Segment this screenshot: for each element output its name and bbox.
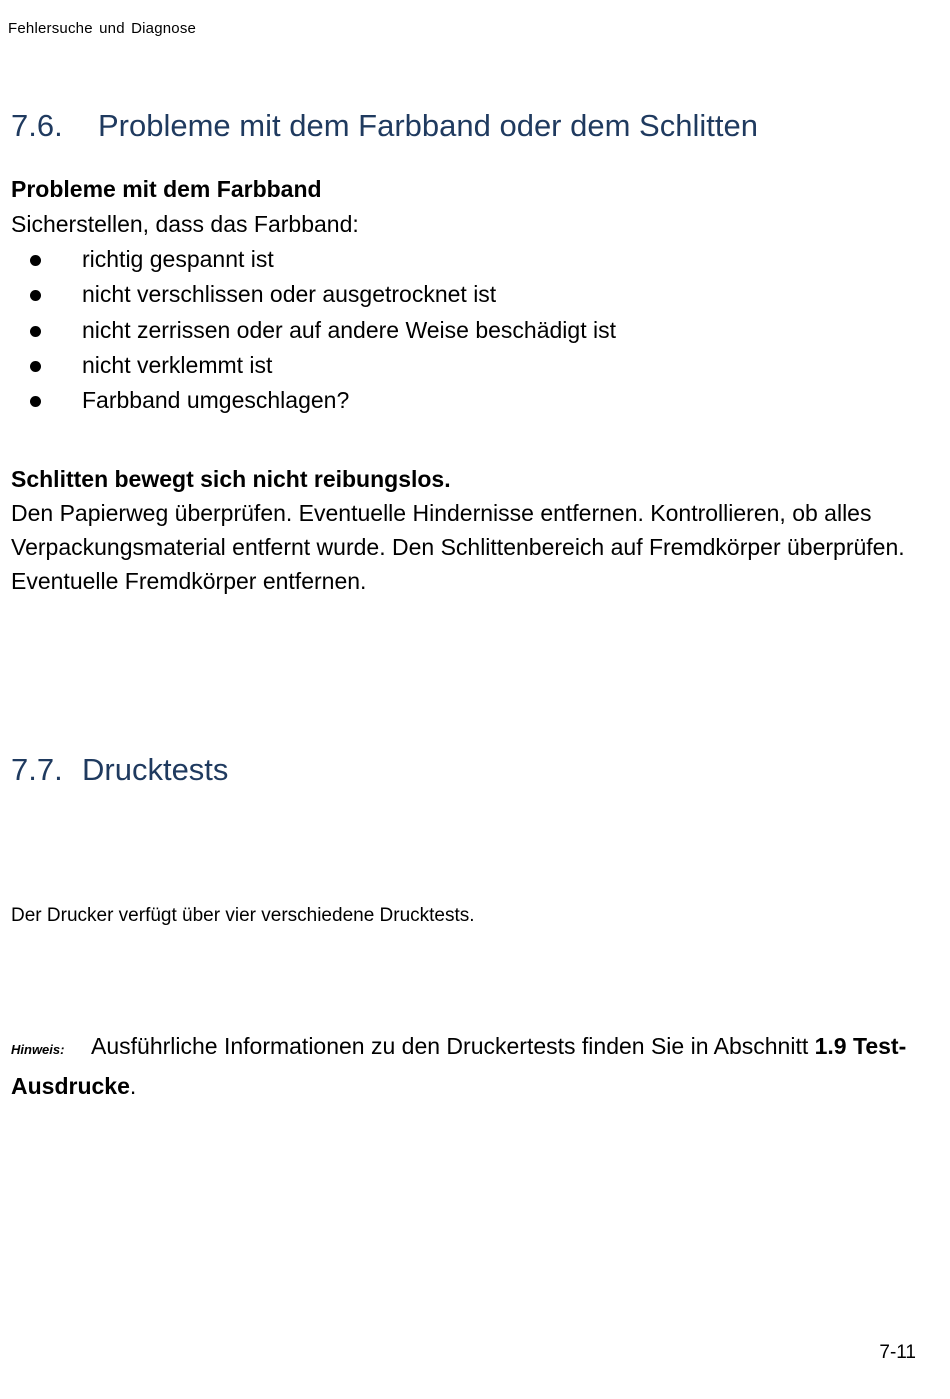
- section-title: Probleme mit dem Farbband oder dem Schlitten: [98, 108, 758, 143]
- list-item: [0, 383, 616, 418]
- page-number: 7-11: [879, 1342, 916, 1363]
- list-item: [0, 242, 616, 277]
- list-item-text: richtig gespannt ist: [82, 246, 274, 272]
- ribbon-intro-text: Sicherstellen, dass das Farbband:: [11, 211, 359, 237]
- section-heading-7-6: [11, 108, 758, 144]
- section-number: 7.6.: [11, 108, 63, 143]
- list-item: [0, 313, 616, 348]
- note-label: Hinweis:: [11, 1042, 65, 1057]
- carriage-subheading: Schlitten bewegt sich nicht reibungslos.: [11, 466, 451, 492]
- list-item: [0, 348, 616, 383]
- bullet-icon: [30, 396, 41, 407]
- bullet-icon: [30, 290, 41, 301]
- section-title: Drucktests: [82, 752, 229, 787]
- section-heading-7-7: [11, 752, 228, 788]
- bullet-icon: [30, 361, 41, 372]
- note-reference: 1.9 Test-Ausdrucke: [11, 1033, 907, 1099]
- ribbon-checklist: [0, 242, 616, 418]
- list-item: [0, 277, 616, 312]
- list-item-text: nicht verklemmt ist: [82, 351, 273, 378]
- section-number: 7.7.: [11, 752, 63, 787]
- bullet-icon: [30, 255, 41, 266]
- carriage-paragraph: Den Papierweg überprüfen. Eventuelle Hindernisse entfernen. Kontrollieren, ob alles Verpackungsmaterial entfernt wurde. Den Schlittenbereich auf Fremdkörper überprüfen. Eventuelle Fremdkörper entfernen.: [11, 500, 905, 594]
- print-tests-intro: Der Drucker verfügt über vier verschiedene Drucktests.: [11, 905, 475, 926]
- list-item-text: nicht verschlissen oder ausgetrocknet ist: [82, 281, 497, 308]
- list-item-text: nicht zerrissen oder auf andere Weise beschädigt ist: [82, 316, 616, 343]
- note-paragraph: [11, 1028, 936, 1105]
- list-item-text: Farbband umgeschlagen?: [82, 387, 350, 414]
- ribbon-subheading: Probleme mit dem Farbband: [11, 176, 322, 202]
- note-text: Ausführliche Informationen zu den Druckertests finden Sie in Abschnitt: [91, 1033, 815, 1059]
- bullet-icon: [30, 326, 41, 337]
- note-end: .: [129, 1073, 137, 1099]
- running-header: Fehlersuche und Diagnose: [8, 20, 197, 37]
